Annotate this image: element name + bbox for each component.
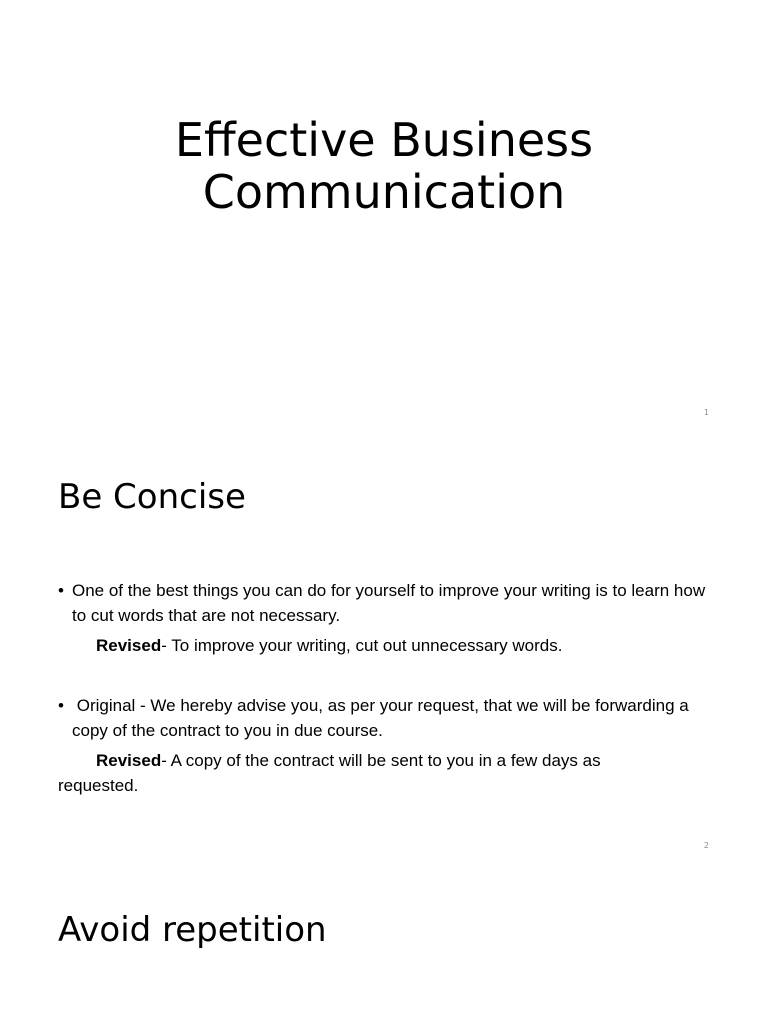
revised-text: - To improve your writing, cut out unnecessary words.	[161, 636, 563, 655]
revised-label: Revised	[96, 751, 162, 770]
bullet-item	[58, 578, 708, 628]
slide-number: 1	[703, 408, 709, 417]
bullet-text: One of the best things you can do for yourself to improve your writing is to learn how to cut words that are not necessary.	[72, 581, 706, 625]
bullet-dot: •	[58, 581, 64, 600]
revised-text: - A copy of the contract will be sent to you in a few days as requested.	[58, 751, 601, 795]
slide-title-line-1: Effective Business	[174, 113, 594, 167]
slide-2	[0, 433, 768, 866]
revised-line	[96, 633, 746, 658]
slide-title	[0, 114, 768, 218]
bullet-text: Original - We hereby advise you, as per your request, that we will be forwarding a copy of the contract to you in due course.	[72, 696, 694, 740]
bullet-dot: •	[58, 696, 64, 715]
slide-number: 2	[703, 841, 709, 850]
slide-heading: Be Concise	[58, 477, 246, 517]
revised-line	[58, 748, 628, 798]
bullet-item	[58, 693, 708, 743]
revised-label: Revised	[96, 636, 162, 655]
slide-heading: Avoid repetition	[58, 910, 327, 950]
slide-1	[0, 0, 768, 433]
slide-title-line-2: Communication	[202, 165, 566, 219]
slide-3	[0, 866, 768, 1024]
